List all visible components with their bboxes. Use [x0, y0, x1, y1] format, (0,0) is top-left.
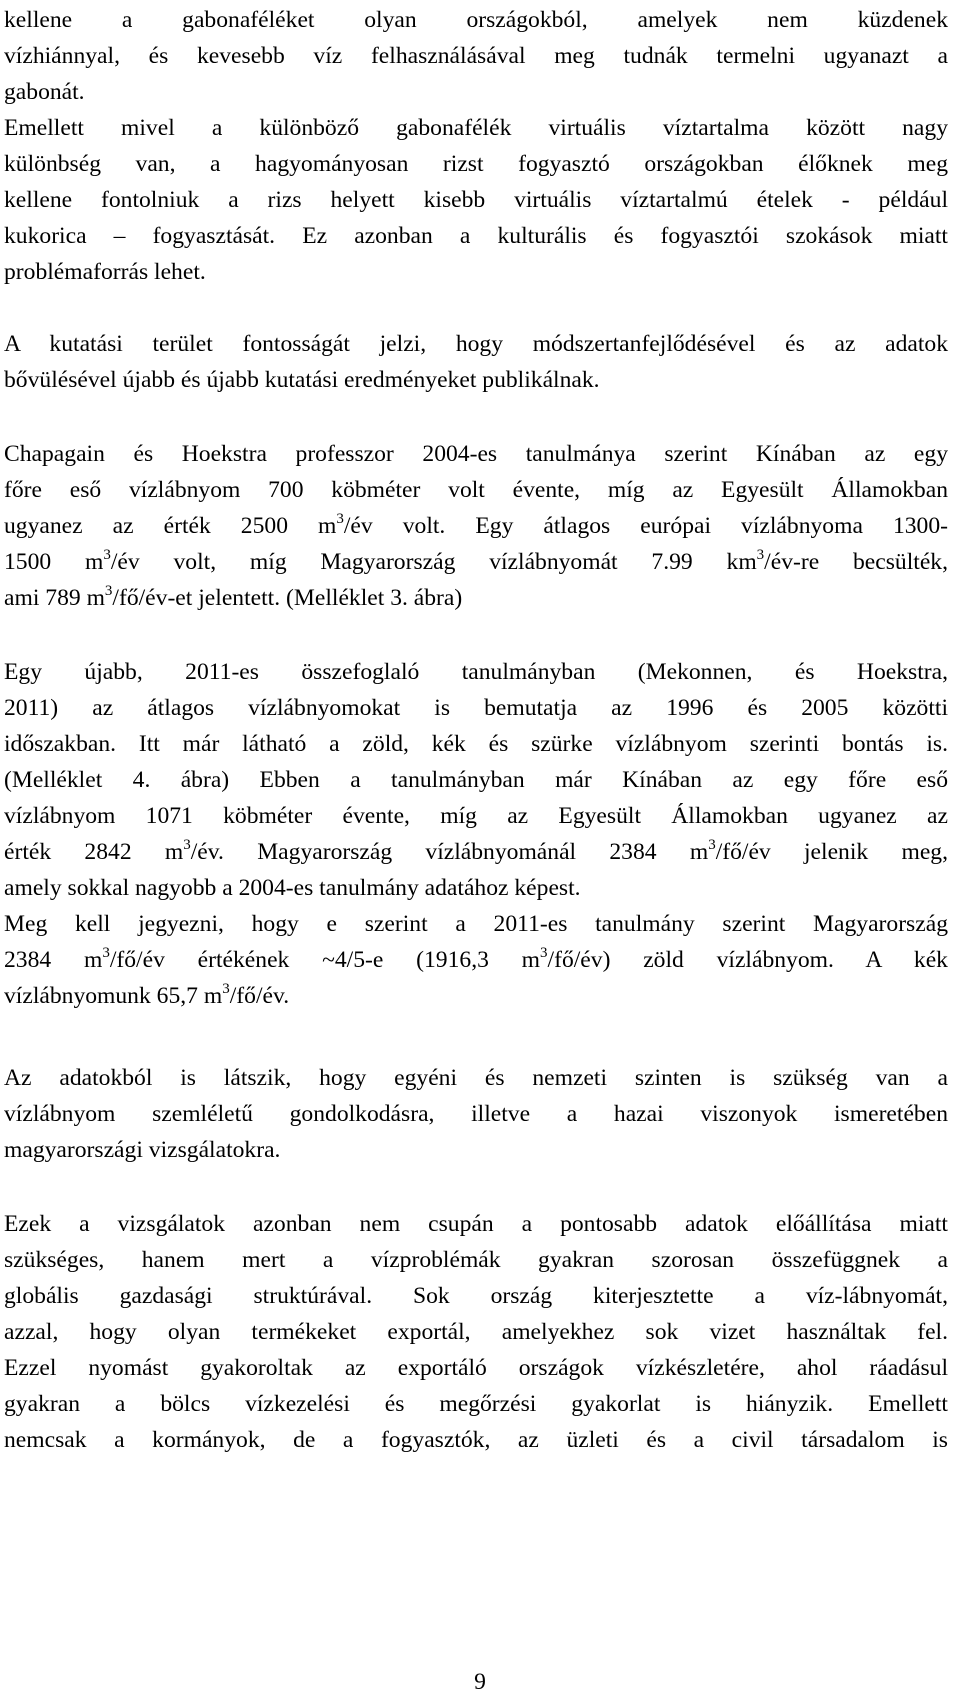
text-line: gabonát. — [4, 79, 85, 105]
superscript: 3 — [103, 547, 111, 563]
text-segment: /fő/év értékének ~4/5-e (1916,3 m — [109, 947, 541, 973]
superscript: 3 — [222, 981, 230, 997]
page-number: 9 — [474, 1669, 486, 1695]
text-line: Egy újabb, 2011-es összefoglaló tanulmányban (Mekonnen, és Hoekstra, — [4, 659, 948, 685]
text-line: (Melléklet 4. ábra) Ebben a tanulmányban már Kínában az egy főre eső — [4, 767, 948, 793]
text-line: Ezzel nyomást gyakoroltak az exportáló országok vízkészletére, ahol ráadásul — [4, 1355, 948, 1381]
text-segment: ami 789 m — [4, 585, 105, 611]
text-line: problémaforrás lehet. — [4, 259, 206, 285]
text-line: vízlábnyom 1071 köbméter évente, míg az Egyesült Államokban ugyanez az — [4, 803, 948, 829]
superscript: 3 — [756, 547, 765, 563]
text-segment: /fő/év. — [229, 983, 290, 1009]
text-segment: 1500 m — [4, 549, 104, 575]
text-line: amely sokkal nagyobb a 2004-es tanulmány adatához képest. — [4, 875, 581, 901]
text-line: szükséges, hanem mert a vízproblémák gyakran szorosan összefüggnek a — [4, 1247, 948, 1273]
text-segment: érték 2842 m — [4, 839, 184, 865]
text-segment: /év. Magyarország vízlábnyománál 2384 m — [190, 839, 709, 865]
text-line — [4, 837, 948, 867]
text-line — [4, 945, 948, 975]
text-line: kellene a gabonaféléket olyan országokból, amelyek nem küzdenek — [4, 7, 948, 33]
text-segment: /év volt. Egy átlagos európai vízlábnyoma 1300- — [343, 513, 948, 539]
text-segment: /év-re becsülték, — [764, 549, 948, 575]
superscript: 3 — [336, 511, 344, 527]
text-line: bővülésével újabb és újabb kutatási eredményeket publikálnak. — [4, 367, 600, 393]
text-segment: vízlábnyomunk 65,7 m — [4, 983, 223, 1009]
text-line — [4, 547, 948, 577]
text-segment: /fő/év jelenik meg, — [715, 839, 948, 865]
text-segment: /fő/év) zöld vízlábnyom. A kék — [547, 947, 948, 973]
text-line: Az adatokból is látszik, hogy egyéni és nemzeti szinten is szükség van a — [4, 1065, 948, 1091]
superscript: 3 — [183, 837, 191, 853]
text-line: gyakran a bölcs vízkezelési és megőrzési gyakorlat is hiányzik. Emellett — [4, 1391, 948, 1417]
text-segment: /év volt, míg Magyarország vízlábnyomát 7.99 km — [110, 549, 757, 575]
text-line: főre eső vízlábnyom 700 köbméter volt évente, míg az Egyesült Államokban — [4, 477, 948, 503]
text-line: 2011) az átlagos vízlábnyomokat is bemutatja az 1996 és 2005 közötti — [4, 695, 948, 721]
text-line: Meg kell jegyezni, hogy e szerint a 2011-es tanulmány szerint Magyarország — [4, 911, 948, 937]
text-line: Chapagain és Hoekstra professzor 2004-es tanulmánya szerint Kínában az egy — [4, 441, 948, 467]
text-segment: /fő/év-et jelentett. (Melléklet 3. ábra) — [112, 585, 463, 611]
text-line: különbség van, a hagyományosan rizst fogyasztó országokban élőknek meg — [4, 151, 948, 177]
text-line: vízhiánnyal, és kevesebb víz felhasználásával meg tudnák termelni ugyanazt a — [4, 43, 948, 69]
text-line: kellene fontolniuk a rizs helyett kisebb virtuális víztartalmú ételek - például — [4, 187, 948, 213]
text-line — [4, 511, 948, 541]
text-line: globális gazdasági struktúrával. Sok ország kiterjesztette a víz-lábnyomát, — [4, 1283, 948, 1309]
text-segment: 2384 m — [4, 947, 103, 973]
text-line: A kutatási terület fontosságát jelzi, hogy módszertanfejlődésével és az adatok — [4, 331, 948, 357]
superscript: 3 — [540, 945, 548, 961]
text-line: Ezek a vizsgálatok azonban nem csupán a pontosabb adatok előállítása miatt — [4, 1211, 948, 1237]
superscript: 3 — [104, 583, 113, 599]
text-line — [4, 981, 948, 1011]
text-line: azzal, hogy olyan termékeket exportál, amelyekhez sok vizet használtak fel. — [4, 1319, 948, 1345]
text-line: időszakban. Itt már látható a zöld, kék és szürke vízlábnyom szerinti bontás is. — [4, 731, 948, 757]
superscript: 3 — [102, 945, 110, 961]
superscript: 3 — [708, 837, 716, 853]
text-line — [4, 583, 948, 613]
text-segment: ugyanez az érték 2500 m — [4, 513, 337, 539]
text-line: nemcsak a kormányok, de a fogyasztók, az üzleti és a civil társadalom is — [4, 1427, 948, 1453]
text-line: vízlábnyom szemléletű gondolkodásra, illetve a hazai viszonyok ismeretében — [4, 1101, 948, 1127]
text-line: kukorica – fogyasztását. Ez azonban a kulturális és fogyasztói szokások miatt — [4, 223, 948, 249]
text-line: magyarországi vizsgálatokra. — [4, 1137, 281, 1163]
text-line: Emellett mivel a különböző gabonafélék virtuális víztartalma között nagy — [4, 115, 948, 141]
